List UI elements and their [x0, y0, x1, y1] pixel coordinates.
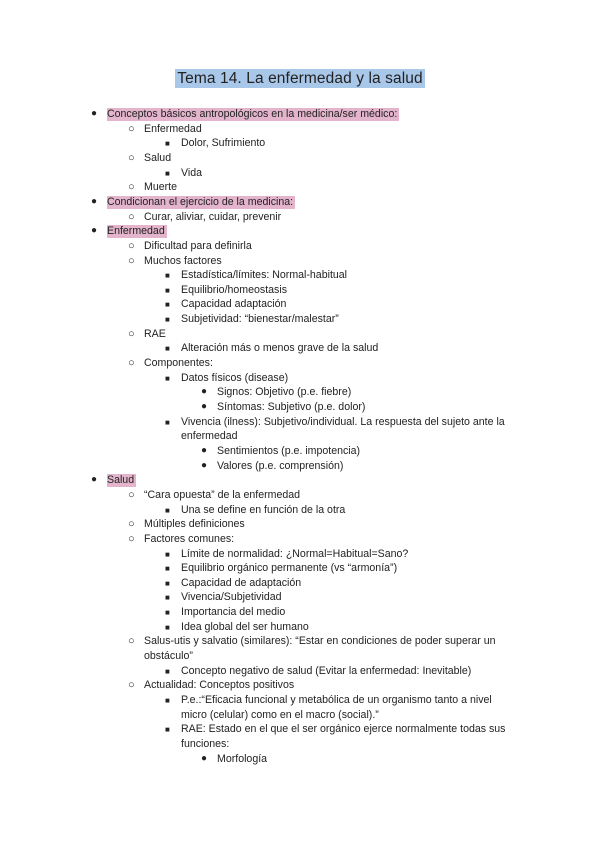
outline-item-text: Datos físicos (disease) — [181, 372, 289, 384]
bullet-level-2-icon: ○ — [128, 489, 135, 501]
bullet-level-2-icon: ○ — [128, 255, 135, 267]
bullet-level-3-icon: ■ — [165, 374, 170, 383]
bullet-level-3-icon: ■ — [165, 286, 170, 295]
bullet-level-3-icon: ■ — [165, 667, 170, 676]
bullet-level-3-icon: ■ — [165, 506, 170, 515]
outline-item-level-3 — [181, 283, 287, 297]
outline-item-level-3 — [181, 590, 282, 604]
outline-item-level-1 — [107, 224, 167, 238]
outline-item-level-3 — [181, 268, 347, 282]
outline-item-text: Signos: Objetivo (p.e. fiebre) — [217, 386, 352, 398]
outline-item-level-2 — [144, 356, 213, 370]
outline-item-level-3 — [181, 429, 238, 443]
outline-item-level-1 — [107, 107, 399, 121]
outline-item-level-3 — [181, 341, 378, 355]
outline-item-level-2 — [144, 239, 252, 253]
outline-item-level-3 — [181, 136, 265, 150]
outline-item-text: funciones: — [181, 738, 230, 750]
bullet-level-2-icon: ○ — [128, 533, 135, 545]
bullet-level-3-icon: ■ — [165, 271, 170, 280]
outline-item-level-3 — [181, 737, 229, 751]
outline-item-level-3 — [181, 576, 301, 590]
outline-item-level-2 — [144, 649, 193, 663]
bullet-level-2-icon: ○ — [128, 181, 135, 193]
outline-item-level-2 — [144, 327, 166, 341]
outline-item-level-3 — [181, 722, 505, 736]
outline-item-level-2 — [144, 488, 300, 502]
outline-item-text: Curar, aliviar, cuidar, prevenir — [144, 211, 282, 223]
outline-item-level-2 — [144, 532, 234, 546]
outline-item-text: RAE — [144, 328, 166, 340]
outline-item-text: Capacidad de adaptación — [181, 577, 302, 589]
bullet-level-2-icon: ○ — [128, 518, 135, 530]
outline-item-text: micro (celular) como en el macro (social).” — [181, 709, 379, 721]
outline-item-text: Conceptos básicos antropológicos en la medicina/ser médico: — [107, 108, 398, 120]
outline-item-level-3 — [181, 693, 492, 707]
outline-item-level-2 — [144, 678, 294, 692]
bullet-level-3-icon: ■ — [165, 623, 170, 632]
outline-item-text: Dificultad para definirla — [144, 240, 252, 252]
outline-item-level-2 — [144, 634, 496, 648]
outline-item-text: Dolor, Sufrimiento — [181, 137, 266, 149]
outline-item-text: Equilibrio/homeostasis — [181, 284, 287, 296]
page-title — [0, 70, 600, 88]
bullet-level-1-icon: ● — [91, 225, 98, 236]
bullet-level-4-icon: ● — [201, 401, 208, 412]
outline-item-level-3 — [181, 503, 345, 517]
outline-item-level-1 — [107, 195, 295, 209]
bullet-level-1-icon: ● — [91, 108, 98, 119]
bullet-level-3-icon: ■ — [165, 696, 170, 705]
outline-item-level-2 — [144, 210, 281, 224]
outline-item-text: Una se define en función de la otra — [181, 504, 346, 516]
outline-item-level-3 — [181, 708, 379, 722]
bullet-level-3-icon: ■ — [165, 579, 170, 588]
bullet-level-4-icon: ● — [201, 753, 208, 764]
outline-item-text: Estadística/límites: Normal-habitual — [181, 269, 348, 281]
outline-item-text: Salud — [144, 152, 172, 164]
bullet-level-3-icon: ■ — [165, 550, 170, 559]
bullet-level-3-icon: ■ — [165, 564, 170, 573]
outline-item-level-3 — [181, 561, 397, 575]
outline-item-text: Actualidad: Conceptos positivos — [144, 679, 295, 691]
bullet-level-3-icon: ■ — [165, 139, 170, 148]
page-title-text: Tema 14. La enfermedad y la salud — [177, 70, 423, 87]
bullet-level-2-icon: ○ — [128, 240, 135, 252]
outline-item-level-4 — [217, 459, 343, 473]
bullet-level-4-icon: ● — [201, 386, 208, 397]
bullet-level-4-icon: ● — [201, 460, 208, 471]
outline-item-level-2 — [144, 151, 171, 165]
outline-item-text: Vivencia/Subjetividad — [181, 591, 282, 603]
outline-item-text: enfermedad — [181, 430, 238, 442]
outline-item-text: Equilibrio orgánico permanente (vs “armonía”) — [181, 562, 398, 574]
outline-item-text: Múltiples definiciones — [144, 518, 245, 530]
bullet-level-3-icon: ■ — [165, 608, 170, 617]
bullet-level-3-icon: ■ — [165, 593, 170, 602]
bullet-level-2-icon: ○ — [128, 679, 135, 691]
outline-item-text: Vivencia (ilness): Subjetivo/individual. La respuesta del sujeto ante la — [181, 416, 505, 428]
outline-item-level-3 — [181, 312, 339, 326]
outline-item-text: Enfermedad — [107, 225, 165, 237]
bullet-level-2-icon: ○ — [128, 635, 135, 647]
outline-item-text: Capacidad adaptación — [181, 298, 287, 310]
bullet-level-3-icon: ■ — [165, 344, 170, 353]
bullet-level-3-icon: ■ — [165, 725, 170, 734]
outline-item-level-3 — [181, 620, 309, 634]
bullet-level-3-icon: ■ — [165, 315, 170, 324]
outline-item-level-3 — [181, 415, 505, 429]
bullet-level-1-icon: ● — [91, 474, 98, 485]
outline-item-level-2 — [144, 122, 202, 136]
outline-item-text: Alteración más o menos grave de la salud — [181, 342, 379, 354]
outline-item-text: Subjetividad: “bienestar/malestar” — [181, 313, 339, 325]
bullet-level-2-icon: ○ — [128, 123, 135, 135]
outline-item-level-2 — [144, 517, 245, 531]
outline-item-level-2 — [144, 254, 222, 268]
outline-item-text: RAE: Estado en el que el ser orgánico ejerce normalmente todas sus — [181, 723, 506, 735]
outline-item-text: Sentimientos (p.e. impotencia) — [217, 445, 361, 457]
bullet-level-4-icon: ● — [201, 445, 208, 456]
outline-item-level-1 — [107, 473, 136, 487]
outline-item-text: Idea global del ser humano — [181, 621, 309, 633]
outline-item-level-3 — [181, 371, 288, 385]
outline-item-text: Componentes: — [144, 357, 213, 369]
outline-item-text: Importancia del medio — [181, 606, 286, 618]
outline-item-text: Síntomas: Subjetivo (p.e. dolor) — [217, 401, 366, 413]
bullet-level-1-icon: ● — [91, 196, 98, 207]
outline-item-text: Enfermedad — [144, 123, 202, 135]
outline-item-level-4 — [217, 385, 351, 399]
outline-item-text: Factores comunes: — [144, 533, 235, 545]
outline-item-text: Muerte — [144, 181, 177, 193]
outline-item-text: Morfología — [217, 753, 268, 765]
outline-item-text: Muchos factores — [144, 255, 222, 267]
bullet-level-2-icon: ○ — [128, 328, 135, 340]
outline-item-level-3 — [181, 166, 202, 180]
outline-item-level-3 — [181, 547, 408, 561]
outline-item-text: obstáculo” — [144, 650, 193, 662]
outline-item-level-3 — [181, 297, 286, 311]
outline-item-level-2 — [144, 180, 177, 194]
bullet-level-3-icon: ■ — [165, 169, 170, 178]
outline-item-level-4 — [217, 400, 365, 414]
bullet-level-2-icon: ○ — [128, 152, 135, 164]
outline-item-level-4 — [217, 444, 360, 458]
outline-item-text: P.e.:“Eficacia funcional y metabólica de un organismo tanto a nivel — [181, 694, 492, 706]
outline-item-level-3 — [181, 605, 285, 619]
outline-item-text: Salud — [107, 474, 135, 486]
outline-item-level-3 — [181, 664, 471, 678]
outline-item-text: Salus-utis y salvatio (similares): “Estar en condiciones de poder superar un — [144, 635, 496, 647]
outline-item-text: Concepto negativo de salud (Evitar la enfermedad: Inevitable) — [181, 665, 472, 677]
bullet-level-3-icon: ■ — [165, 300, 170, 309]
outline-item-text: Vida — [181, 167, 203, 179]
outline-item-text: Condicionan el ejercicio de la medicina: — [107, 196, 294, 208]
bullet-level-3-icon: ■ — [165, 418, 170, 427]
outline-item-text: Valores (p.e. comprensión) — [217, 460, 344, 472]
outline-item-text: Límite de normalidad: ¿Normal=Habitual=Sano? — [181, 548, 409, 560]
bullet-level-2-icon: ○ — [128, 357, 135, 369]
outline-item-level-4 — [217, 752, 267, 766]
outline-item-text: “Cara opuesta” de la enfermedad — [144, 489, 301, 501]
bullet-level-2-icon: ○ — [128, 211, 135, 223]
